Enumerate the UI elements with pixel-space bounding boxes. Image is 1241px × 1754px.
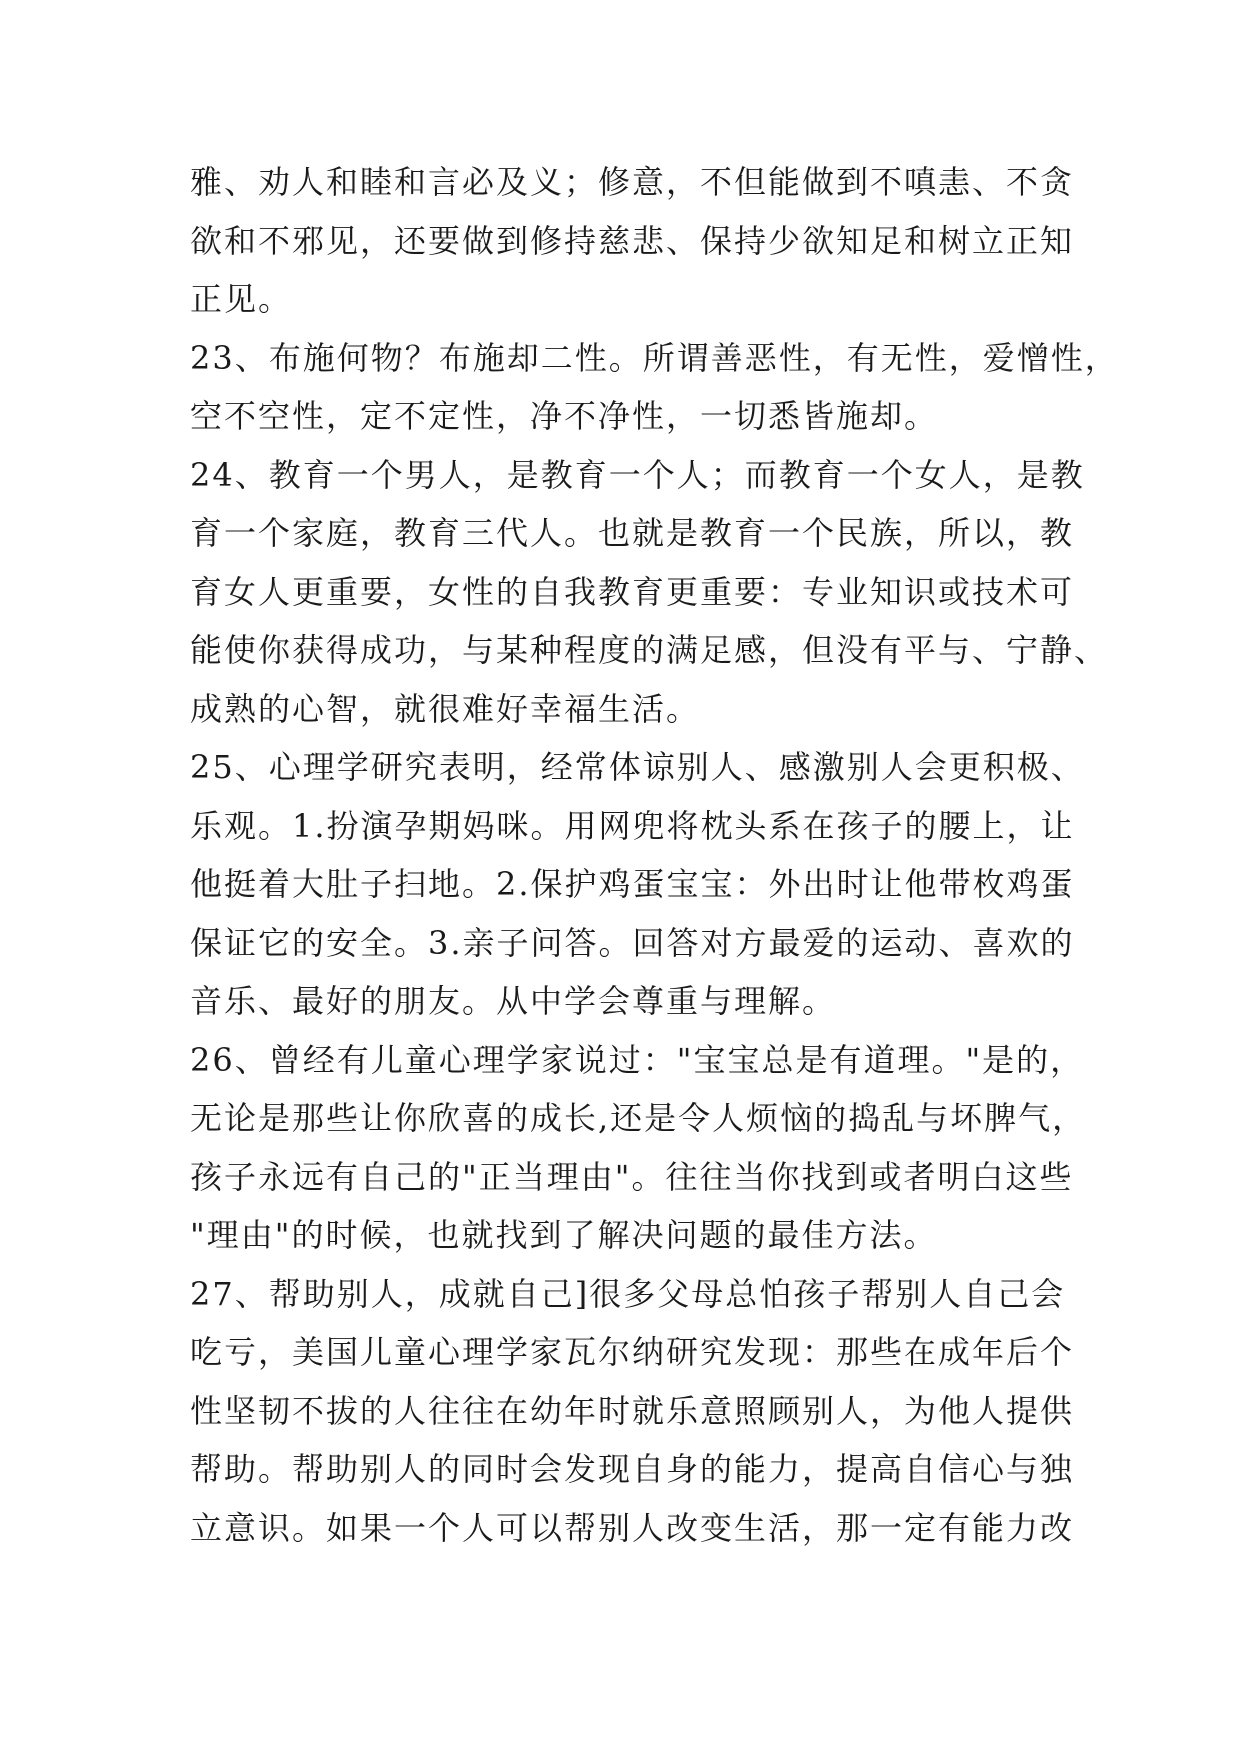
text-line: 能使你获得成功，与某种程度的满足感，但没有平与、宁静、	[190, 631, 1109, 669]
text-line: 正见。	[190, 280, 293, 318]
text-line: 空不空性，定不定性，净不净性，一切悉皆施却。	[190, 397, 939, 435]
text-line: 保证它的安全。3.亲子问答。回答对方最爱的运动、喜欢的	[190, 923, 1075, 962]
text-line: 育女人更重要，女性的自我教育更重要：专业知识或技术可	[190, 572, 1075, 611]
text-line: 育一个家庭，教育三代人。也就是教育一个民族，所以，教	[190, 514, 1075, 552]
text-line: 立意识。如果一个人可以帮别人改变生活，那一定有能力改	[190, 1508, 1075, 1547]
document-body	[190, 153, 1119, 1557]
text-line: 欲和不邪见，还要做到修持慈悲、保持少欲知足和树立正知	[190, 221, 1075, 260]
text-line: 乐观。1.扮演孕期妈咪。用网兜将枕头系在孩子的腰上，让	[190, 806, 1075, 845]
text-line: 他挺着大肚子扫地。2.保护鸡蛋宝宝：外出时让他带枚鸡蛋	[190, 865, 1075, 903]
text-line: 25、心理学研究表明，经常体谅别人、感激别人会更积极、	[190, 748, 1085, 786]
text-line: 27、帮助别人，成就自己]很多父母总怕孩子帮别人自己会	[190, 1274, 1066, 1313]
text-line: 性坚韧不拔的人往往在幼年时就乐意照顾别人，为他人提供	[190, 1391, 1075, 1430]
text-line: 音乐、最好的朋友。从中学会尊重与理解。	[190, 982, 837, 1020]
text-line: 孩子永远有自己的"正当理由"。往往当你找到或者明白这些	[190, 1157, 1074, 1196]
text-line: 26、曾经有儿童心理学家说过："宝宝总是有道理。"是的，	[190, 1040, 1085, 1079]
text-line: 吃亏，美国儿童心理学家瓦尔纳研究发现：那些在成年后个	[190, 1333, 1075, 1371]
text-line: 23、布施何物？布施却二性。所谓善恶性，有无性，爱憎性，	[190, 338, 1119, 377]
text-line: 成熟的心智，就很难好幸福生活。	[190, 689, 701, 728]
text-line: 帮助。帮助别人的同时会发现自身的能力，提高自信心与独	[190, 1450, 1075, 1488]
text-line: 雅、劝人和睦和言必及义；修意，不但能做到不嗔恚、不贪	[190, 163, 1075, 201]
text-line: 24、教育一个男人，是教育一个人；而教育一个女人，是教	[190, 455, 1085, 494]
text-line: "理由"的时候，也就找到了解决问题的最佳方法。	[190, 1216, 938, 1254]
text-line: 无论是那些让你欣喜的成长,还是令人烦恼的捣乱与坏脾气，	[190, 1099, 1087, 1137]
